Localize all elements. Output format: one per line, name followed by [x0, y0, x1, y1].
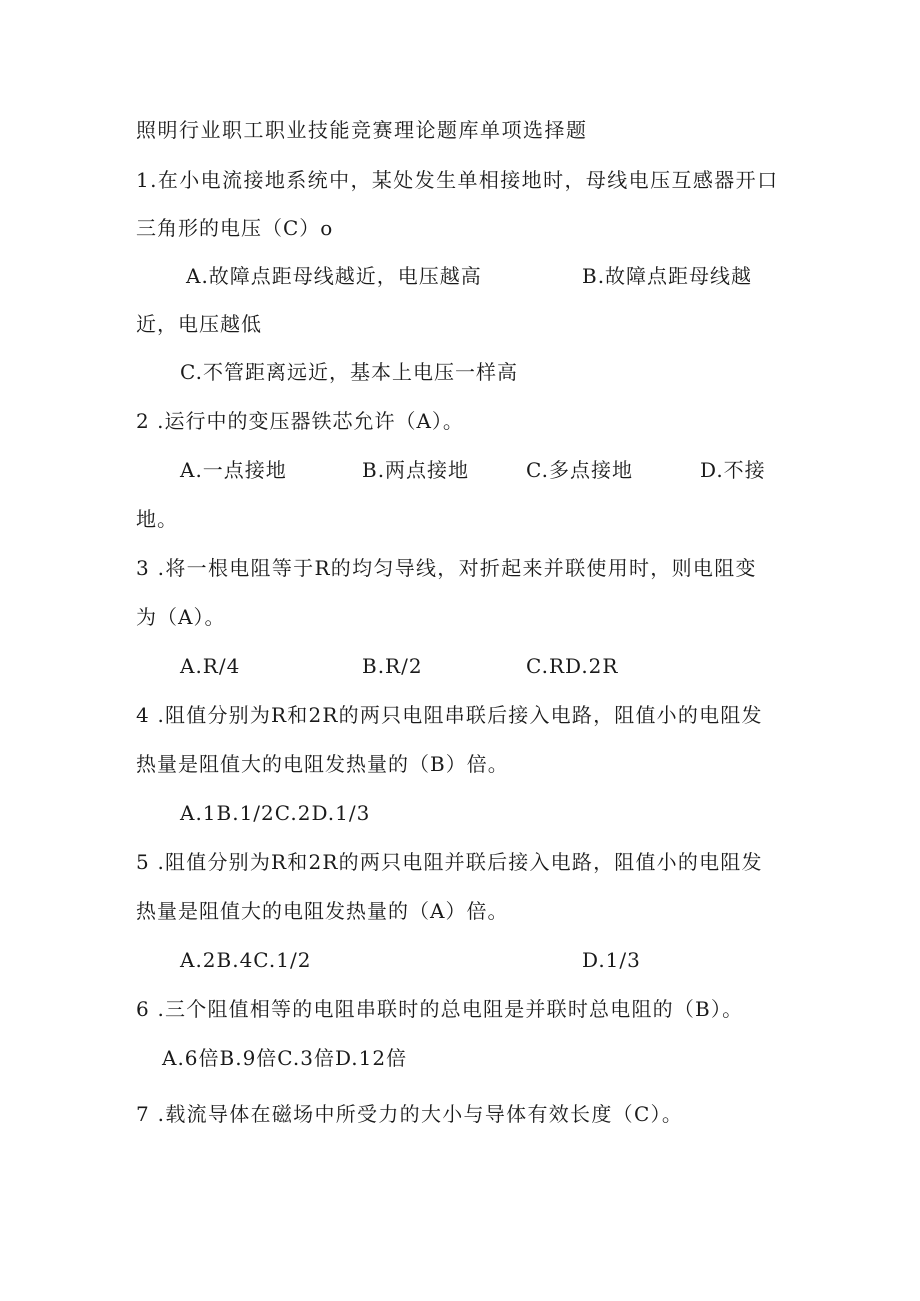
question-4-options: A.1B.1/2C.2D.1/3: [180, 801, 371, 825]
question-2-text: 2 .运行中的变压器铁芯允许（A）。: [136, 409, 464, 433]
question-4-text-cont: 热量是阻值大的电阻发热量的（B）倍。: [136, 752, 509, 776]
question-1-option-a: A.故障点距母线越近，电压越高: [186, 264, 482, 288]
question-5-option-d: D.1/3: [582, 948, 641, 972]
question-5-text: 5 .阻值分别为R和2R的两只电阻并联后接入电路，阻值小的电阻发: [136, 850, 763, 874]
document-title: 照明行业职工职业技能竞赛理论题库单项选择题: [136, 118, 588, 142]
question-2-option-a: A.一点接地: [180, 458, 287, 482]
question-6-text: 6 .三个阻值相等的电阻串联时的总电阻是并联时总电阻的（B）。: [136, 997, 744, 1021]
question-3-option-a: A.R/4: [180, 654, 241, 678]
question-3-text: 3 .将一根电阻等于R的均匀导线，对折起来并联使用时，则电阻变: [136, 556, 757, 580]
question-7-text: 7 .载流导体在磁场中所受力的大小与导体有效长度（C）。: [136, 1102, 684, 1126]
question-4-text: 4 .阻值分别为R和2R的两只电阻串联后接入电路，阻值小的电阻发: [136, 703, 763, 727]
question-2-option-c: C.多点接地: [526, 458, 633, 482]
question-1-option-b-cont: 近，电压越低: [136, 312, 262, 336]
question-2-option-b: B.两点接地: [362, 458, 470, 482]
question-3-option-cd: C.RD.2R: [526, 654, 619, 678]
question-1-text-cont: 三角形的电压（C）o: [136, 216, 334, 240]
question-5-options-abc: A.2B.4C.1/2: [180, 948, 312, 972]
question-2-option-d: D.不接: [700, 458, 766, 482]
question-3-option-b: B.R/2: [362, 654, 423, 678]
question-1-option-b: B.故障点距母线越: [582, 264, 753, 288]
question-5-text-cont: 热量是阻值大的电阻发热量的（A）倍。: [136, 899, 509, 923]
question-3-text-cont: 为（A）。: [136, 605, 226, 629]
question-6-options: A.6倍B.9倍C.3倍D.12倍: [162, 1046, 408, 1070]
question-1-text: 1.在小电流接地系统中，某处发生单相接地时，母线电压互感器开口: [136, 168, 779, 192]
question-2-option-d-cont: 地。: [136, 507, 178, 531]
question-1-option-c: C.不管距离远近，基本上电压一样高: [180, 360, 518, 384]
